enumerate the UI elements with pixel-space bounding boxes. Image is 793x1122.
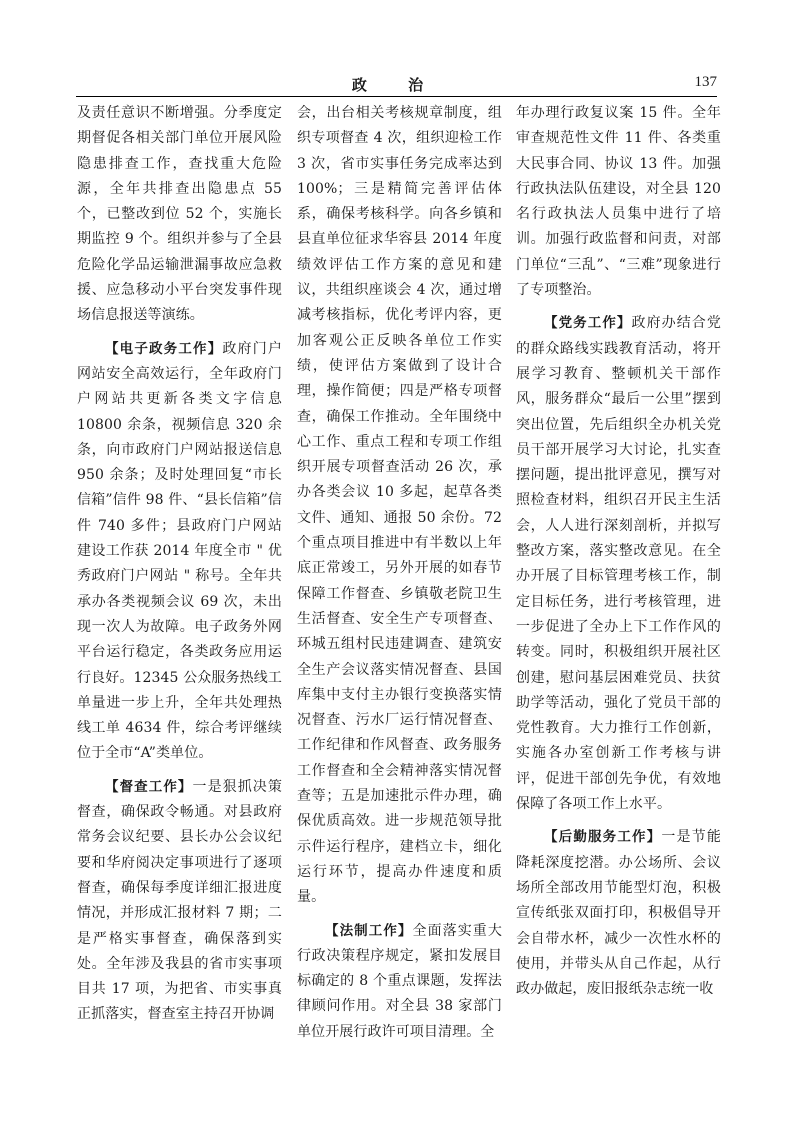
paragraph-text: 政府门户网站安全高效运行，全年政府门户网站共更新各类文字信息 10800 余条，视频信息 320 余条，向市政府门户网站报送信息 950 余条；及时处理回复“市长信箱”信件 98 件、“县长信箱”信件 740 多件；县政府门户网站建设工作获 2014 年度全市 " 优秀政府门户网站 " 称号。全年共承办各类视频会议 69 次，未出现一次人为故障。电子政务外网平台运行稳定，各类政务应用运行良好。12345 公众服务热线工单量进一步上升，全年共处理热线工单 4634 件，综合考评继续位于全市“A”类单位。 — [77, 340, 282, 762]
paragraph — [77, 337, 282, 767]
paragraph-text: 年办理行政复议案 15 件。全年审查规范性文件 11 件、各类重大民事合同、协议 13 件。加强行政执法队伍建设，对全县 120 名行政执法人员集中进行了培训。加强行政监督和问责，对部门单位“三乱”、“三难”现象进行了专项整治。 — [516, 105, 721, 299]
paragraph-text: 一是狠抓决策督查，确保政令畅通。对县政府常务会议纪要、县长办公会议纪要和华府阅决定事项进行了逐项督查，确保每季度详细汇报进度情况，并形成汇报材料 7 期；二是严格实事督查，确保落到实处。全年涉及我县的省市实事项目共 17 项，为把省、市实事真正抓落实，督查室主持召开协调 — [77, 778, 282, 1023]
text-column-2 — [297, 101, 502, 1045]
paragraph — [297, 101, 502, 911]
paragraph-text: 一是节能降耗深度挖潜。办公场所、会议场所全部改用节能型灯泡，积极宣传纸张双面打印，积极倡导开会自带水杯，减少一次性水杯的使用，并带头从自己作起，从行政办做起，废旧报纸杂志统一收 — [516, 829, 721, 998]
section-heading: 【督查工作】 — [105, 778, 193, 795]
text-column-1 — [77, 101, 282, 1028]
page-number: 137 — [694, 74, 717, 90]
paragraph-text: 政府办结合党的群众路线实践教育活动，将开展学习教育、整顿机关干部作风，服务群众“最后一公里”摆到突出位置，先后组织全办机关党员干部开展学习大讨论，扎实查摆问题，提出批评意见，撰写对照检查材料，组织召开民主生活会，人人进行深刻剖析，并拟写整改方案，落实整改意见。在全办开展了目标管理考核工作，制定目标任务，进行考核管理，进一步促进了全办上下工作作风的转变。同时，积极组织开展社区创建，慰问基层困难党员、扶贫助学等活动，强化了党员干部的党性教育。大力推行工作创新，实施各办室创新工作考核与讲评，促进干部创先争优，有效地保障了各项工作上水平。 — [516, 315, 721, 813]
paragraph-text: 及责任意识不断增强。分季度定期督促各相关部门单位开展风险隐患排查工作，查找重大危险源，全年共排查出隐患点 55 个，已整改到位 52 个，实施长期监控 9 个。组织并参与了全县危险化学品运输泄漏事故应急救援、应急移动小平台突发事件现场信息报送等演练。 — [77, 105, 282, 324]
section-title: 政 治 — [351, 76, 442, 94]
paragraph-text: 会，出台相关考核规章制度，组织专项督查 4 次，组织迎检工作 3 次，省市实事任务完成率达到 100%；三是精简完善评估体系，确保考核科学。向各乡镇和县直单位征求华容县 2014 年度绩效评估工作方案的意见和建议，共组织座谈会 4 次，通过增减考核指标，优化考评内容，更加客观公正反映各单位工作实绩，使评估方案做到了设计合理，操作简便；四是严格专项督查，确保工作推动。全年围绕中心工作、重点工程和专项工作组织开展专项督查活动 26 次，承办各类会议 10 多起，起草各类文件、通知、通报 50 余份。72 个重点项目推进中有半数以上年底正常竣工，另外开展的如春节保障工作督查、乡镇敬老院卫生生活督查、安全生产专项督查、环城五组村民违建调查、建筑安全生产会议落实情况督查、县国库集中支付主办银行变换落实情况督查、污水厂运行情况督查、工作纪律和作风督查、政务服务工作督查和全会精神落实情况督查等；五是加速批示件办理，确保优质高效。进一步规范领导批示件运行程序，建档立卡，细化运行环节，提高办件速度和质量。 — [297, 105, 502, 906]
paragraph — [516, 825, 721, 1002]
section-heading: 【后勤服务工作】 — [544, 829, 662, 846]
paragraph — [77, 775, 282, 1028]
header-rule — [76, 96, 717, 97]
running-header — [76, 74, 717, 96]
paragraph — [297, 919, 502, 1045]
section-heading: 【党务工作】 — [544, 315, 632, 332]
paragraph — [77, 101, 282, 329]
section-heading: 【电子政务工作】 — [105, 340, 223, 357]
section-heading: 【法制工作】 — [325, 922, 413, 939]
paragraph-text: 全面落实重大行政决策程序规定，紧扣发展目标确定的 8 个重点课题，发挥法律顾问作用。对全县 38 家部门单位开展行政许可项目清理。全 — [297, 922, 502, 1040]
paragraph — [516, 311, 721, 817]
text-column-3 — [516, 101, 721, 1002]
paragraph — [516, 101, 721, 303]
